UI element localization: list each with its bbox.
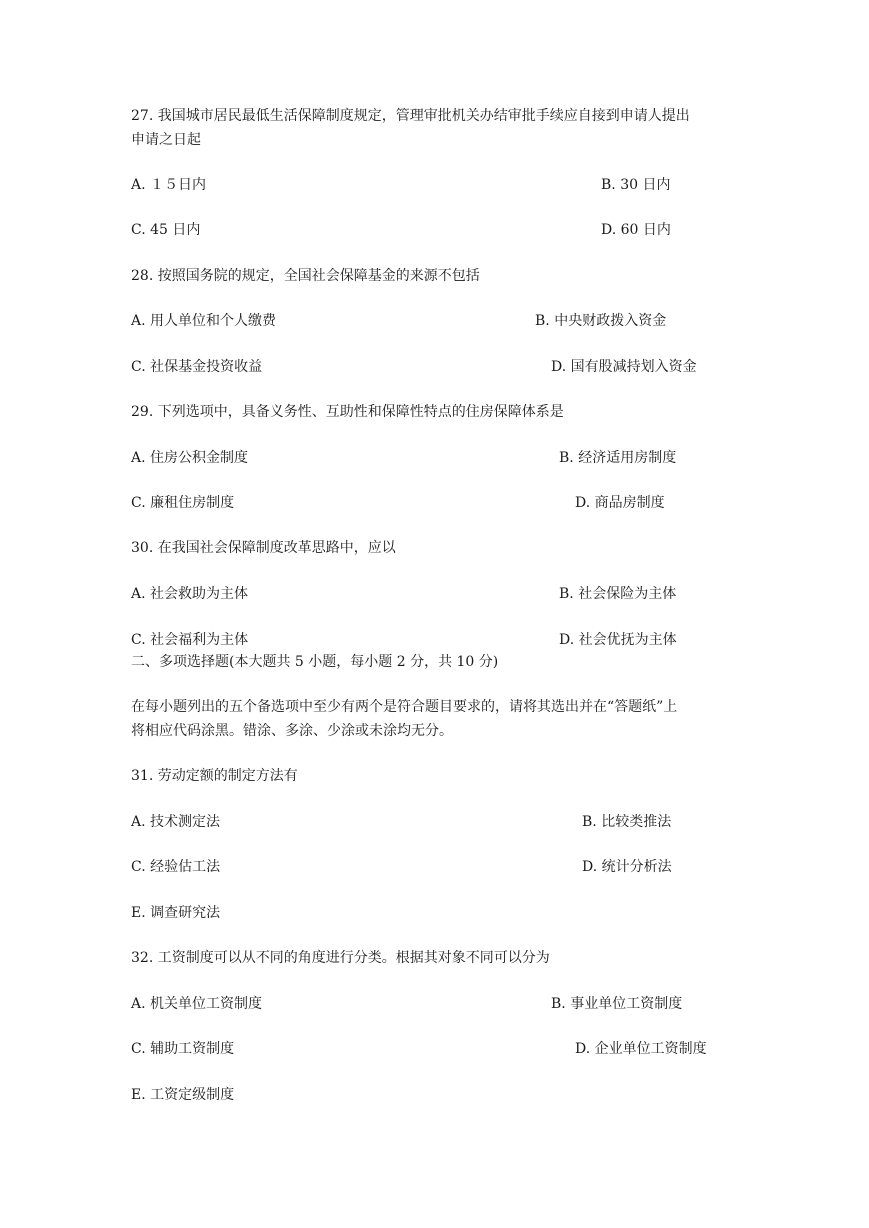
question-27-stem-line1: 27. 我国城市居民最低生活保障制度规定，管理审批机关办结审批手续应自接到申请人提出 xyxy=(131,108,690,124)
question-30-option-c: C. 社会福利为主体 xyxy=(131,632,249,648)
question-27-option-b: B. 30 日内 xyxy=(601,177,671,193)
question-27-option-c: C. 45 日内 xyxy=(131,222,201,238)
question-29-option-d: D. 商品房制度 xyxy=(575,495,665,511)
question-27-option-a: A. １５日内 xyxy=(131,177,207,193)
question-29-option-a: A. 住房公积金制度 xyxy=(131,450,249,466)
question-32-option-a: A. 机关单位工资制度 xyxy=(131,996,263,1012)
question-27-stem-line2: 申请之日起 xyxy=(131,132,201,148)
question-32-option-c: C. 辅助工资制度 xyxy=(131,1041,235,1057)
question-32-option-b: B. 事业单位工资制度 xyxy=(551,996,683,1012)
question-32-stem: 32. 工资制度可以从不同的角度进行分类。根据其对象不同可以分为 xyxy=(131,950,550,966)
question-31-stem: 31. 劳动定额的制定方法有 xyxy=(131,768,298,784)
question-31-option-b: B. 比较类推法 xyxy=(582,814,672,830)
section-2-instruction-line2: 将相应代码涂黑。错涂、多涂、少涂或未涂均无分。 xyxy=(131,723,453,739)
question-28-option-d: D. 国有股减持划入资金 xyxy=(551,359,697,375)
question-28-option-a: A. 用人单位和个人缴费 xyxy=(131,313,277,329)
question-32-option-d: D. 企业单位工资制度 xyxy=(575,1041,707,1057)
question-31-option-d: D. 统计分析法 xyxy=(582,859,672,875)
question-28-option-b: B. 中央财政拨入资金 xyxy=(535,313,667,329)
question-30-option-a: A. 社会救助为主体 xyxy=(131,586,249,602)
question-27-option-d: D. 60 日内 xyxy=(601,222,671,238)
question-31-option-a: A. 技术测定法 xyxy=(131,814,221,830)
question-30-stem: 30. 在我国社会保障制度改革思路中，应以 xyxy=(131,540,396,556)
question-28-option-c: C. 社保基金投资收益 xyxy=(131,359,263,375)
question-32-option-e: E. 工资定级制度 xyxy=(131,1087,235,1103)
question-29-option-b: B. 经济适用房制度 xyxy=(559,450,677,466)
question-28-stem: 28. 按照国务院的规定，全国社会保障基金的来源不包括 xyxy=(131,268,480,284)
question-29-stem: 29. 下列选项中，具备义务性、互助性和保障性特点的住房保障体系是 xyxy=(131,404,564,420)
question-30-option-b: B. 社会保险为主体 xyxy=(559,586,677,602)
question-29-option-c: C. 廉租住房制度 xyxy=(131,495,235,511)
section-2-instruction-line1: 在每小题列出的五个备选项中至少有两个是符合题目要求的，请将其选出并在“答题纸”上 xyxy=(131,699,678,715)
question-30-option-d: D. 社会优抚为主体 xyxy=(559,632,677,648)
question-31-option-e: E. 调查研究法 xyxy=(131,905,221,921)
section-2-title: 二、多项选择题(本大题共 5 小题，每小题 2 分，共 10 分) xyxy=(131,654,499,670)
question-31-option-c: C. 经验估工法 xyxy=(131,859,221,875)
